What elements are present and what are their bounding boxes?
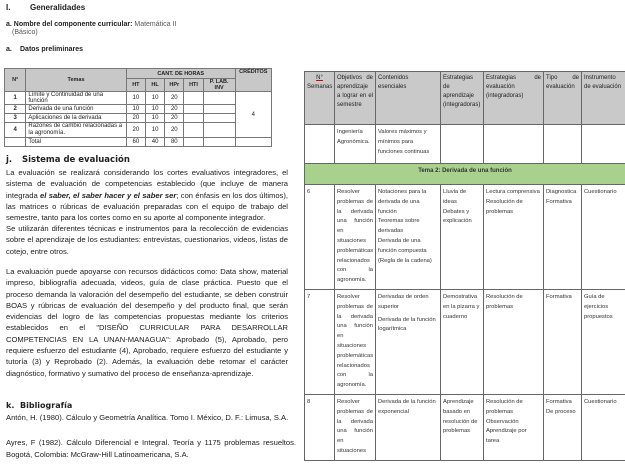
cell-contenido: Valores máximos y mínimos para funciones continuas bbox=[376, 125, 441, 164]
table-row bbox=[5, 92, 272, 105]
header-contenidos: Contenidos esenciales bbox=[376, 72, 441, 125]
cell-contenidos bbox=[376, 289, 441, 394]
estrategia-item: Lectura comprensiva bbox=[486, 189, 540, 195]
p1-text-a: La evaluación se realizará considerando los cortes evaluativos integradores, el sistema de evaluación de competencias establecido (que incluye de manera integrada bbox=[6, 168, 288, 200]
bibliografia-entry: Ayres, F (1982). Cálculo Diferencial e Integral. Teoría y 1175 problemas resueltos. Bogotá, Colombia: McGraw-Hill Latinoamericana, S.A. bbox=[6, 438, 296, 459]
row-no: 1 bbox=[5, 92, 26, 105]
bibliografia-entry: Antón, H. (1980). Cálculo y Geometría Analítica. Tomo I. México, D. F.: Limusa, S.A. bbox=[6, 413, 289, 422]
row-plab bbox=[203, 92, 235, 105]
row-ht: 10 bbox=[126, 92, 145, 105]
row-no: 2 bbox=[5, 105, 26, 114]
planificacion-table bbox=[304, 71, 625, 461]
estrategia-item: Debates y explicación bbox=[443, 208, 472, 225]
plan-header-row bbox=[305, 72, 625, 125]
table-row bbox=[305, 394, 625, 460]
table-row bbox=[305, 289, 625, 394]
evaluacion-number: j. bbox=[6, 155, 13, 165]
cell-semana bbox=[305, 125, 335, 164]
header-ht: HT bbox=[126, 79, 145, 92]
creditos-value: 4 bbox=[235, 92, 271, 138]
row-tema: Razones de cambio relacionadas a la agronomía. bbox=[26, 123, 126, 138]
cell-contenidos bbox=[376, 394, 441, 460]
table-row bbox=[5, 123, 272, 138]
row-hti bbox=[184, 92, 203, 105]
temas-header-row-1 bbox=[5, 69, 272, 79]
table-row-total bbox=[5, 138, 272, 147]
total-blank bbox=[5, 138, 26, 147]
estrategia-item: Demostrativa en la pizarra y cuaderno bbox=[443, 293, 480, 320]
tipo-item: Formativa bbox=[546, 198, 572, 205]
datos-title: Datos preliminares bbox=[20, 46, 84, 53]
cell-contenidos bbox=[376, 185, 441, 290]
row-hl: 10 bbox=[145, 123, 164, 138]
cell-objetivo: Resolver problemas de la derivada una función en situaciones bbox=[335, 394, 376, 460]
bibliografia-title: Bibliografía bbox=[20, 401, 73, 410]
header-instrumento: Instrumento de evaluación bbox=[582, 72, 625, 125]
row-hl: 10 bbox=[145, 105, 164, 114]
header-cant-horas: CANT. DE HORAS bbox=[126, 69, 235, 79]
cell-semana: 6 bbox=[305, 185, 335, 290]
header-estrategias-aprendizaje: Estrategias de aprendizaje (integradoras) bbox=[441, 72, 484, 125]
header-hpr: HPr bbox=[165, 79, 184, 92]
estrategia-item: Aprendizaje basado en resolución de problemas bbox=[443, 398, 478, 435]
header-objetivos: Objetivos de aprendizaje a lograr en el semestre bbox=[335, 72, 376, 125]
row-plab bbox=[203, 123, 235, 138]
row-hti bbox=[184, 114, 203, 123]
cell-tipo bbox=[544, 394, 582, 460]
row-ht: 10 bbox=[126, 105, 145, 114]
header-semanas bbox=[305, 72, 335, 125]
estrategia-item: Resolución de problemas bbox=[486, 198, 523, 215]
cell-estr-aprendizaje bbox=[441, 289, 484, 394]
header-tipo-evaluacion: Tipo de evaluación bbox=[544, 72, 582, 125]
component-subtitle: (Básico) bbox=[12, 29, 38, 36]
datos-number: a. bbox=[6, 46, 12, 53]
total-creditos bbox=[235, 138, 271, 147]
header-plab: P. LAB. INV bbox=[203, 79, 235, 92]
header-estrategias-evaluacion: Estrategias de evaluación (integradoras) bbox=[484, 72, 544, 125]
cell-objetivo: Resolver problemas de la derivada una función en situaciones problemáticas relacionados con la agronomía. bbox=[335, 289, 376, 394]
header-hti: HTI bbox=[184, 79, 203, 92]
cell-instrumento: Cuestionario bbox=[582, 185, 625, 290]
tipo-item: Diagnostica bbox=[546, 189, 577, 195]
evaluacion-paragraph-3: La evaluación puede apoyarse con recursos didácticos como: Data show, material impreso, bibliografía adecuada, videos, guía de clase práctica. Puesto que el proceso demanda la valoración del desempeño del estudiante, se deben construir BOAS y rúbricas de evaluación del desempeño y del producto final, que serán evidencias del logro de las competencias propuestas mediante los criterios establecidos en el "DISEÑO CURRICULAR PARA DESARROLLAR COMPETENCIAS EN LA UNAN-MANAGUA": Aprobado (5), Aprobado, pero requiere esfuerzo del estudiante (4), Aprobado, requiere esfuerzo del estudiante y tutoría (3) y Reprobado (2). Además, la evaluación debe retomar el carácter diagnóstico, formativo y sumativo del proceso de enseñanza-aprendizaje. bbox=[6, 267, 288, 378]
tipo-item: Formativa bbox=[546, 293, 572, 300]
estrategia-item: Resolución de problemas bbox=[486, 293, 523, 310]
row-tema: Límite y Continuidad de una función bbox=[26, 92, 126, 105]
contenido-item: Notaciones para la derivada de una función bbox=[378, 189, 427, 215]
header-creditos: CRÉDITOS bbox=[235, 69, 271, 92]
cell-estr-evaluacion bbox=[484, 394, 544, 460]
row-tema: Derivada de una función bbox=[26, 105, 126, 114]
evaluacion-heading bbox=[6, 155, 130, 165]
contenido-item: Teoremas sobre derivadas bbox=[378, 218, 420, 235]
temas-table bbox=[4, 68, 272, 147]
row-hl: 10 bbox=[145, 92, 164, 105]
cell-estr-aprendizaje bbox=[441, 125, 484, 164]
contenido-item: Derivada de la función logarítmica bbox=[378, 316, 436, 333]
header-semanas-label: Semanas bbox=[307, 84, 333, 90]
total-hpr: 80 bbox=[165, 138, 184, 147]
cell-instrumento: Cuestionario bbox=[582, 394, 625, 460]
datos-preliminares-heading bbox=[6, 46, 83, 53]
row-no: 3 bbox=[5, 114, 26, 123]
tipo-item: De proceso bbox=[546, 408, 576, 415]
contenido-item: Derivada de la función exponencial bbox=[378, 398, 436, 415]
section-number: I. bbox=[6, 3, 11, 12]
row-hpr: 20 bbox=[165, 92, 184, 105]
table-row bbox=[5, 114, 272, 123]
row-ht: 20 bbox=[126, 114, 145, 123]
evaluacion-title: Sistema de evaluación bbox=[22, 155, 130, 165]
section-title: Generalidades bbox=[30, 3, 86, 12]
table-row bbox=[305, 185, 625, 290]
contenido-item: Derivadas de orden superior bbox=[378, 293, 429, 310]
component-name bbox=[6, 20, 176, 29]
evaluacion-paragraph-2: Se utilizarán diferentes técnicas e instrumentos para la recolección de evidencias sobre el aprendizaje de los estudiantes: entrevistas, cuestionarios, videos, listas de cotejo, entre otros. bbox=[6, 224, 288, 256]
contenido-item: Derivada de una función compuesta (Regla de la cadena) bbox=[378, 237, 432, 264]
row-hpr: 20 bbox=[165, 105, 184, 114]
cell-semana: 7 bbox=[305, 289, 335, 394]
tema-banner-row bbox=[305, 164, 625, 185]
row-hti bbox=[184, 123, 203, 138]
p1-text-bold: el saber, el saber hacer y el saber ser bbox=[40, 190, 177, 200]
evaluacion-paragraph-1 bbox=[6, 167, 288, 223]
header-semanas-no: N° bbox=[316, 75, 323, 81]
component-label: a. Nombre del componente curricular: bbox=[6, 21, 133, 28]
cell-estr-evaluacion bbox=[484, 289, 544, 394]
estrategia-item: Lluvia de ideas bbox=[443, 189, 467, 205]
cell-estr-aprendizaje bbox=[441, 394, 484, 460]
table-row-continuation bbox=[305, 125, 625, 164]
table-row bbox=[5, 105, 272, 114]
cell-objetivo: Resolver problemas de la derivada una función en situaciones problemáticas relacionados con la agronomía. bbox=[335, 185, 376, 290]
row-hpr: 20 bbox=[165, 114, 184, 123]
row-ht: 20 bbox=[126, 123, 145, 138]
p1-text-b: ; con énfasis en los dos últimos), las matrices o rúbricas de evaluación preparadas con el equipo de trabajo del semestre, tanto para los cortes como en su aporte al componente integrador. bbox=[6, 190, 288, 223]
estrategia-item: Resolución de problemas bbox=[486, 398, 523, 415]
tema-banner: Tema 2: Derivada de una función bbox=[305, 164, 625, 185]
header-temas: Temas bbox=[26, 69, 126, 92]
bibliografia-heading bbox=[6, 401, 72, 410]
estrategia-item: Aprendizaje por tarea bbox=[486, 428, 527, 445]
total-plab bbox=[203, 138, 235, 147]
header-hl: HL bbox=[145, 79, 164, 92]
row-plab bbox=[203, 105, 235, 114]
bibliografia-number: k. bbox=[6, 401, 15, 410]
total-ht: 60 bbox=[126, 138, 145, 147]
row-hl: 10 bbox=[145, 114, 164, 123]
cell-estr-evaluacion bbox=[484, 125, 544, 164]
cell-tipo bbox=[544, 185, 582, 290]
cell-semana: 8 bbox=[305, 394, 335, 460]
cell-tipo bbox=[544, 289, 582, 394]
section-generalidades-heading bbox=[6, 3, 85, 12]
row-plab bbox=[203, 114, 235, 123]
row-tema: Aplicaciones de la derivada bbox=[26, 114, 126, 123]
cell-instrumento: Guía de ejercicios propuestos bbox=[582, 289, 625, 394]
cell-instrumento bbox=[582, 125, 625, 164]
header-no: N° bbox=[5, 69, 26, 92]
cell-objetivo: Ingeniería Agronómica. bbox=[335, 125, 376, 164]
tipo-item: Formativa bbox=[546, 398, 572, 405]
cell-estr-aprendizaje bbox=[441, 185, 484, 290]
row-hti bbox=[184, 105, 203, 114]
total-hti bbox=[184, 138, 203, 147]
total-label: Total bbox=[26, 138, 126, 147]
row-no: 4 bbox=[5, 123, 26, 138]
estrategia-item: Observación bbox=[486, 418, 519, 425]
total-hl: 40 bbox=[145, 138, 164, 147]
cell-tipo bbox=[544, 125, 582, 164]
component-value: Matemática II bbox=[134, 21, 177, 28]
row-hpr: 20 bbox=[165, 123, 184, 138]
cell-estr-evaluacion bbox=[484, 185, 544, 290]
